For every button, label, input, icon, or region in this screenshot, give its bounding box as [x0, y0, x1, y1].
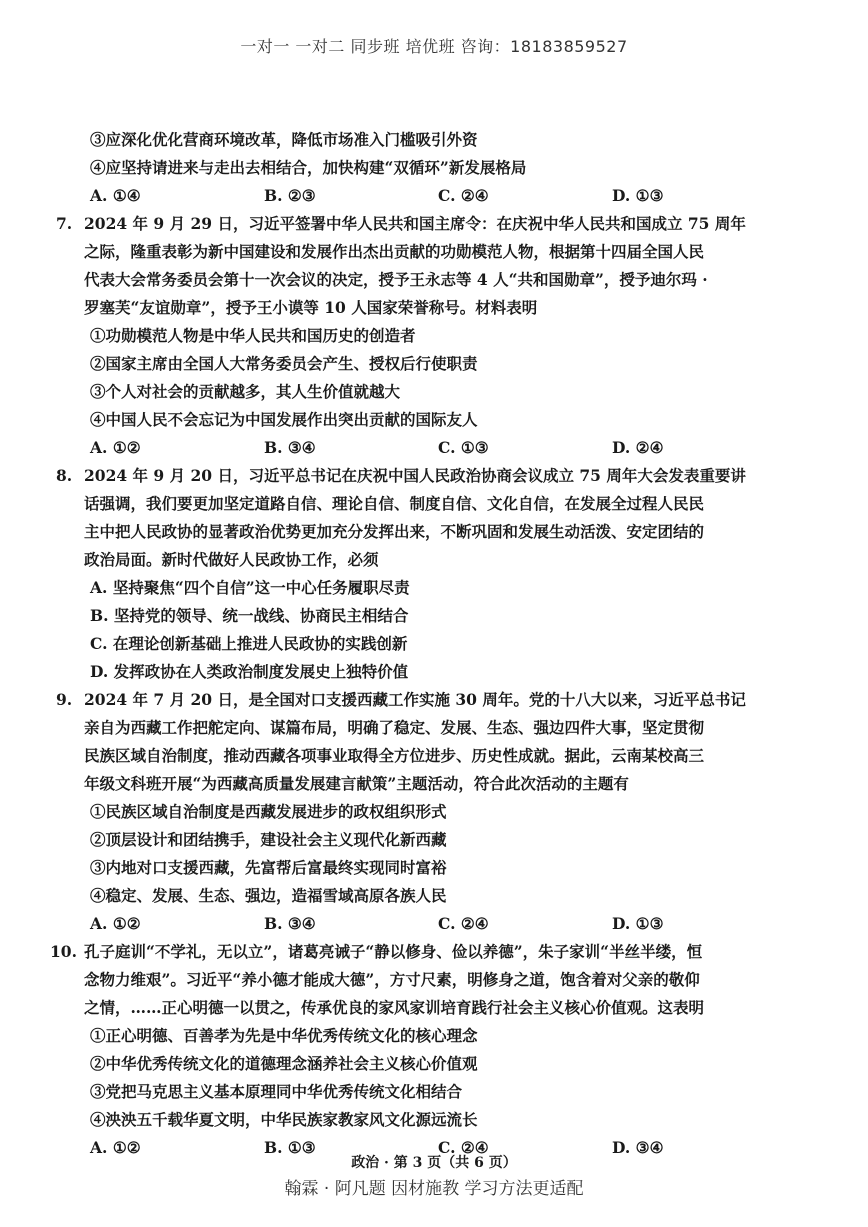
q7-choice-c: C. ①③	[438, 438, 489, 457]
exam-content	[50, 126, 784, 1162]
question-10	[50, 938, 784, 1162]
q7-choices	[84, 434, 784, 462]
q9-stem-line: 2024 年 7 月 20 日，是全国对口支援西藏工作实施 30 周年。党的十八大以来，习近平总书记	[84, 690, 746, 709]
q7-stem-line: 代表大会常务委员会第十一次会议的决定，授予王永志等 4 人“共和国勋章”，授予迪尔玛 ·	[84, 270, 708, 289]
question-7	[56, 210, 784, 462]
question-6-tail	[84, 126, 784, 210]
q10-item-2: ②中华优秀传统文化的道德理念涵养社会主义核心价值观	[90, 1054, 478, 1073]
q7-item-4: ④中国人民不会忘记为中国发展作出突出贡献的国际友人	[90, 410, 478, 429]
q9-item-3: ③内地对口支援西藏，先富帮后富最终实现同时富裕	[90, 858, 447, 877]
question-8	[56, 462, 784, 686]
q8-option-d: D. 发挥政协在人类政治制度发展史上独特价值	[90, 662, 409, 681]
q10-item-4: ④泱泱五千载华夏文明，中华民族家教家风文化源远流长	[90, 1110, 478, 1129]
q10-stem-line: 孔子庭训“不学礼，无以立”，诸葛亮诫子“静以修身、俭以养德”，朱子家训“半丝半缕，恒	[84, 942, 703, 961]
q10-stem-line: 之情，……正心明德一以贯之，传承优良的家风家训培育践行社会主义核心价值观。这表明	[84, 998, 705, 1017]
q10-number: 10.	[50, 942, 77, 961]
q9-item-4: ④稳定、发展、生态、强边，造福雪域高原各族人民	[90, 886, 447, 905]
q9-stem-line: 亲自为西藏工作把舵定向、谋篇布局，明确了稳定、发展、生态、强边四件大事，坚定贯彻	[84, 718, 705, 737]
q10-choice-c: C. ②④	[438, 1138, 489, 1157]
q10-choice-d: D. ③④	[612, 1138, 664, 1157]
q10-choice-a: A. ①②	[90, 1138, 141, 1157]
q7-stem-line: 罗塞芙“友谊勋章”，授予王小谟等 10 人国家荣誉称号。材料表明	[84, 298, 538, 317]
q7-choice-b: B. ③④	[264, 438, 316, 457]
q6-choice-b: B. ②③	[264, 186, 316, 205]
q8-stem-line: 主中把人民政协的显著政治优势更加充分发挥出来，不断巩固和发展生动活泼、安定团结的	[84, 522, 705, 541]
q6-item-4: ④应坚持请进来与走出去相结合，加快构建“双循环”新发展格局	[90, 158, 527, 177]
q6-choices	[84, 182, 784, 210]
q9-item-1: ①民族区域自治制度是西藏发展进步的政权组织形式	[90, 802, 447, 821]
q9-stem-line: 年级文科班开展“为西藏高质量发展建言献策”主题活动，符合此次活动的主题有	[84, 774, 629, 793]
q10-stem-line: 念物力维艰”。习近平“养小德才能成大德”，方寸尺素，明修身之道，饱含着对父亲的敬仰	[84, 970, 700, 989]
q9-choice-b: B. ③④	[264, 914, 316, 933]
q7-stem-line: 之际，隆重表彰为新中国建设和发展作出杰出贡献的功勋模范人物，根据第十四届全国人民	[84, 242, 705, 261]
q8-stem-line: 2024 年 9 月 20 日，习近平总书记在庆祝中国人民政治协商会议成立 75 周年大会发表重要讲	[84, 466, 746, 485]
footer-ad: 翰霖 · 阿凡题 因材施教 学习方法更适配	[284, 1179, 584, 1199]
q9-choices	[84, 910, 784, 938]
q8-stem-line: 政治局面。新时代做好人民政协工作，必须	[84, 550, 379, 569]
page-header-ad: 一对一 一对二 同步班 培优班 咨询：18183859527	[240, 37, 628, 56]
q7-number: 7.	[56, 214, 73, 233]
q8-option-a: A. 坚持聚焦“四个自信”这一中心任务履职尽责	[90, 578, 410, 597]
q9-choice-c: C. ②④	[438, 914, 489, 933]
question-9	[56, 686, 784, 938]
q6-choice-d: D. ①③	[612, 186, 664, 205]
q9-number: 9.	[56, 690, 73, 709]
q10-item-1: ①正心明德、百善孝为先是中华优秀传统文化的核心理念	[90, 1026, 478, 1045]
q6-choice-c: C. ②④	[438, 186, 489, 205]
q6-item-3: ③应深化优化营商环境改革，降低市场准入门槛吸引外资	[90, 130, 478, 149]
q7-item-1: ①功勋模范人物是中华人民共和国历史的创造者	[90, 326, 416, 345]
q10-choice-b: B. ①③	[264, 1138, 316, 1157]
q9-choice-d: D. ①③	[612, 914, 664, 933]
q7-item-3: ③个人对社会的贡献越多，其人生价值就越大	[90, 382, 401, 401]
q9-stem-line: 民族区域自治制度，推动西藏各项事业取得全方位进步、历史性成就。据此，云南某校高三	[84, 746, 705, 765]
q6-choice-a: A. ①④	[90, 186, 141, 205]
q7-choice-a: A. ①②	[90, 438, 141, 457]
q9-choice-a: A. ①②	[90, 914, 141, 933]
q8-option-c: C. 在理论创新基础上推进人民政协的实践创新	[90, 634, 408, 653]
q8-number: 8.	[56, 466, 73, 485]
q7-item-2: ②国家主席由全国人大常务委员会产生、授权后行使职责	[90, 354, 478, 373]
q10-item-3: ③党把马克思主义基本原理同中华优秀传统文化相结合	[90, 1082, 463, 1101]
q8-stem-line: 话强调，我们要更加坚定道路自信、理论自信、制度自信、文化自信，在发展全过程人民民	[84, 494, 705, 513]
page-number: 政治 · 第 3 页（共 6 页）	[351, 1155, 517, 1171]
q7-choice-d: D. ②④	[612, 438, 664, 457]
q8-option-b: B. 坚持党的领导、统一战线、协商民主相结合	[90, 606, 409, 625]
q7-stem-line: 2024 年 9 月 29 日，习近平签署中华人民共和国主席令：在庆祝中华人民共和国成立 75 周年	[84, 214, 746, 233]
q9-item-2: ②顶层设计和团结携手，建设社会主义现代化新西藏	[90, 830, 447, 849]
